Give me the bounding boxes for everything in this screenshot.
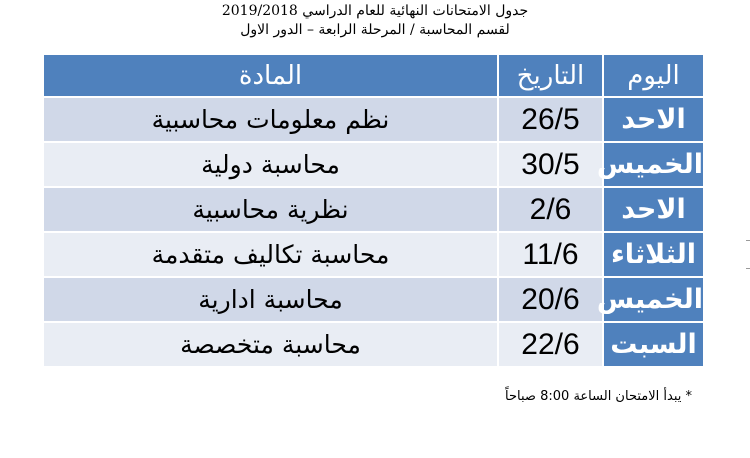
cell-date: 11/6 [497, 233, 602, 278]
edge-tick [746, 268, 750, 269]
cell-subject: محاسبة ادارية [44, 278, 497, 323]
document-title: جدول الامتحانات النهائية للعام الدراسي 2019/2018 [221, 3, 529, 19]
cell-subject: نظم معلومات محاسبية [44, 98, 497, 143]
cell-day: الخميس [602, 143, 703, 188]
cell-day: السبت [602, 323, 703, 368]
cell-date: 20/6 [497, 278, 602, 323]
cell-subject: نظرية محاسبية [44, 188, 497, 233]
cell-day: الاحد [602, 98, 703, 143]
edge-tick [746, 240, 750, 241]
table-header-row [44, 55, 703, 98]
column-header-subject: المادة [44, 55, 497, 98]
document-subtitle: لقسم المحاسبة / المرحلة الرابعة – الدور الاول [240, 22, 510, 38]
cell-subject: محاسبة دولية [44, 143, 497, 188]
exam-start-time-note: * يبدأ الامتحان الساعة 8:00 صباحاً [505, 389, 692, 404]
table-row [44, 98, 703, 143]
table-row [44, 233, 703, 278]
cell-subject: محاسبة تكاليف متقدمة [44, 233, 497, 278]
cell-subject: محاسبة متخصصة [44, 323, 497, 368]
table-row [44, 323, 703, 368]
cell-day: الخميس [602, 278, 703, 323]
cell-date: 2/6 [497, 188, 602, 233]
cell-day: الاحد [602, 188, 703, 233]
table-row [44, 143, 703, 188]
column-header-day: اليوم [602, 55, 703, 98]
cell-day: الثلاثاء [602, 233, 703, 278]
table-row [44, 188, 703, 233]
exam-schedule-table [44, 55, 703, 368]
column-header-date: التاريخ [497, 55, 602, 98]
table-row [44, 278, 703, 323]
cell-date: 30/5 [497, 143, 602, 188]
cell-date: 22/6 [497, 323, 602, 368]
cell-date: 26/5 [497, 98, 602, 143]
